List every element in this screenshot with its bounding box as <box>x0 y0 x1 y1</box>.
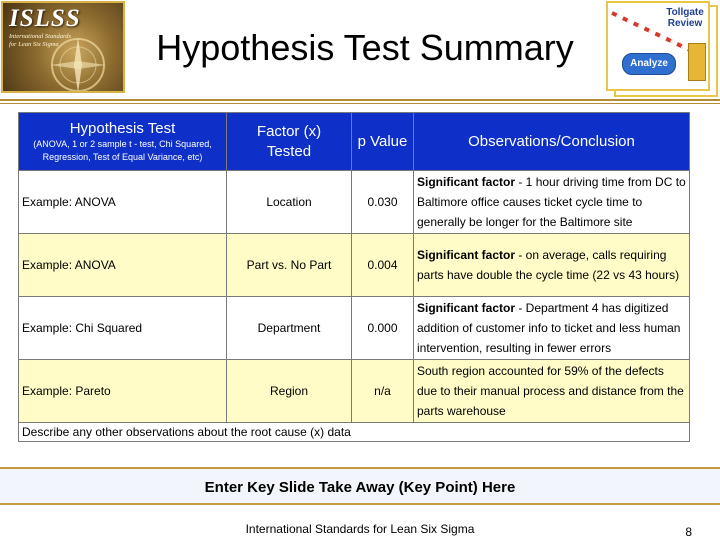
obs-text: - on average, calls requiring parts have double the cycle time (22 vs 43 hours) <box>417 248 680 282</box>
tollgate-review-badge <box>606 1 716 93</box>
cell-test: Example: Chi Squared <box>19 297 227 360</box>
tollgate-line-2: Review <box>667 18 703 29</box>
cell-observation <box>414 171 690 234</box>
table-row <box>19 297 690 360</box>
cell-observation <box>414 360 690 423</box>
header-factor-line-2: Tested <box>266 142 312 160</box>
table-header-row <box>19 113 690 171</box>
header-hypothesis-test <box>19 113 227 171</box>
islss-logo <box>1 1 125 93</box>
header-rule-thin <box>0 103 720 104</box>
obs-emphasis: Significant factor <box>417 248 516 262</box>
cell-pvalue: 0.030 <box>352 171 414 234</box>
cell-test: Example: ANOVA <box>19 171 227 234</box>
cell-factor: Department <box>227 297 352 360</box>
cell-pvalue: 0.000 <box>352 297 414 360</box>
tollgate-label <box>656 7 714 29</box>
cell-observation <box>414 297 690 360</box>
page-number: 8 <box>685 525 692 539</box>
cell-factor: Location <box>227 171 352 234</box>
table-row <box>19 171 690 234</box>
cell-pvalue: 0.004 <box>352 234 414 297</box>
header-pvalue: p Value <box>352 113 414 171</box>
cell-factor: Part vs. No Part <box>227 234 352 297</box>
header-observations: Observations/Conclusion <box>414 113 690 171</box>
obs-emphasis: Significant factor <box>417 175 516 189</box>
cell-test: Example: ANOVA <box>19 234 227 297</box>
header-test-title: Hypothesis Test <box>69 119 176 137</box>
analyze-phase-badge: Analyze <box>622 53 676 75</box>
badge-frame <box>606 1 710 91</box>
table-row <box>19 234 690 297</box>
table-row-describe <box>19 423 690 442</box>
logo-subtitle-1: International Standards <box>9 33 72 40</box>
obs-text: - Department 4 has digitized addition of customer info to ticket and less human intervention, resulting in fewer errors <box>417 301 681 355</box>
cell-test: Example: Pareto <box>19 360 227 423</box>
header-factor <box>227 113 352 171</box>
header-rule <box>0 99 720 101</box>
key-takeaway-text: Enter Key Slide Take Away (Key Point) Here <box>204 479 516 496</box>
cell-factor: Region <box>227 360 352 423</box>
obs-text: South region accounted for 59% of the defects due to their manual process and distance from the parts warehouse <box>417 364 684 418</box>
obs-emphasis: Significant factor <box>417 301 516 315</box>
describe-observations-cell[interactable]: Describe any other observations about the root cause (x) data <box>19 423 690 442</box>
cell-observation <box>414 234 690 297</box>
logo-subtitle-2: for Lean Six Sigma <box>9 41 59 48</box>
header-test-subtitle: (ANOVA, 1 or 2 sample t - test, Chi Squared, Regression, Test of Equal Variance, etc) <box>33 138 212 162</box>
logo-title: ISLSS <box>9 5 81 32</box>
tollgate-line-1: Tollgate <box>666 7 704 18</box>
obs-text: - 1 hour driving time from DC to Baltimore office causes ticket cycle time to generally be longer for the Baltimore site <box>417 175 686 229</box>
footer-text: International Standards for Lean Six Sigma <box>245 522 475 536</box>
cell-pvalue: n/a <box>352 360 414 423</box>
toll-booth-icon <box>688 43 706 81</box>
key-takeaway-box[interactable] <box>0 467 720 505</box>
page-title: Hypothesis Test Summary <box>156 27 574 68</box>
table-row <box>19 360 690 423</box>
header-factor-line-1: Factor (x) <box>256 122 322 140</box>
hypothesis-test-table <box>18 112 690 442</box>
